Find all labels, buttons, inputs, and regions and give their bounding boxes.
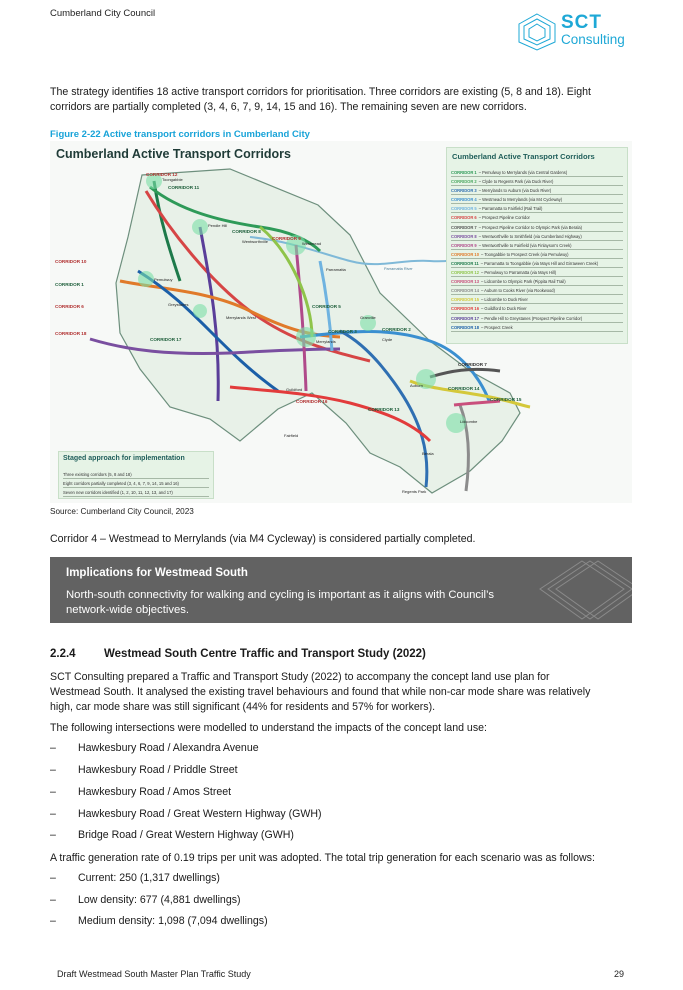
- staged-item: Three existing corridors (5, 8 and 18): [63, 470, 209, 479]
- legend-item-desc: – Pemulwuy to Parramatta (via Mays Hill): [480, 270, 557, 276]
- legend-item: [451, 304, 623, 313]
- legend-item: [451, 241, 623, 250]
- callout-line-2: network-wide objectives.: [66, 604, 190, 616]
- staged-approach-title: Staged approach for implementation: [63, 455, 185, 462]
- map-label-corridor-14: CORRIDOR 14: [448, 386, 480, 391]
- suburb-granville: Granville: [360, 315, 376, 320]
- section-number: 2.2.4: [50, 648, 76, 660]
- suburb-wentworthville: Wentworthville: [242, 239, 268, 244]
- implications-callout: [50, 557, 632, 623]
- map-label-corridor-10: CORRIDOR 10: [55, 259, 87, 264]
- legend-item: [451, 250, 623, 259]
- legend-item-name: CORRIDOR 6: [451, 215, 477, 221]
- map-label-corridor-2: CORRIDOR 2: [382, 327, 411, 332]
- legend-item-name: CORRIDOR 3: [451, 188, 477, 194]
- legend-item-name: CORRIDOR 18: [451, 324, 479, 330]
- legend-item: [451, 277, 623, 286]
- map-label-corridor-9: CORRIDOR 9: [272, 236, 301, 241]
- map-label-corridor-16: CORRIDOR 16: [296, 399, 328, 404]
- legend-item-name: CORRIDOR 5: [451, 206, 477, 212]
- legend-item: [451, 286, 623, 295]
- suburb-auburn: Auburn: [410, 383, 423, 388]
- map-label-corridor-13: CORRIDOR 13: [368, 407, 400, 412]
- legend-item-name: CORRIDOR 13: [451, 279, 479, 285]
- legend-item: [451, 186, 623, 195]
- suburb-merrylands: Merrylands: [316, 339, 336, 344]
- suburb-guildford: Guildford: [286, 387, 303, 392]
- body-p1-line-3: high, car mode share was still significant (44% for residents and 57% for workers).: [50, 701, 436, 713]
- body-p3: A traffic generation rate of 0.19 trips per unit was adopted. The total trip generation for each scenario was as follows:: [50, 852, 595, 864]
- suburb-pemulwuy: Pemulwuy: [154, 277, 173, 282]
- suburb-regents-park: Regents Park: [402, 489, 427, 494]
- staged-approach-box: [58, 451, 214, 499]
- legend-list: [451, 168, 623, 332]
- legend-item: [451, 314, 623, 323]
- legend-item-desc: – Parramatta to Fairfield (Rail Trail): [478, 206, 543, 212]
- map-label-corridor-3: CORRIDOR 3: [328, 329, 357, 334]
- body-p1-line-2: Westmead South. It analysed the existing travel behaviours and found that while non-car mode share was relatively: [50, 686, 591, 698]
- figure-source: Source: Cumberland City Council, 2023: [50, 507, 194, 516]
- suburb-merrylands-west: Merrylands West: [226, 315, 256, 320]
- legend-item: [451, 268, 623, 277]
- map-label-corridor-11: CORRIDOR 11: [168, 185, 200, 190]
- legend-item-desc: – Lidcombe to Olympic Park (Pippita Rail Trail): [480, 279, 566, 285]
- intro-line-2: corridors are partially completed (3, 4, 6, 7, 9, 14, 15 and 16). The remaining seven are new corridors.: [50, 101, 527, 113]
- section-title: Westmead South Centre Traffic and Transport Study (2022): [104, 648, 426, 660]
- suburb-toongabbie: Toongabbie: [162, 177, 183, 182]
- body-p2: The following intersections were modelled to understand the impacts of the concept land use:: [50, 722, 487, 734]
- legend-item-desc: – Westmead to Merrylands (via M4 Cycleway): [478, 197, 563, 203]
- intro-line-1: The strategy identifies 18 active transport corridors for prioritisation. Three corridors are existing (5, 8 and 18). Eight: [50, 86, 591, 98]
- suburb-lidcombe: Lidcombe: [460, 419, 478, 424]
- map-label-corridor-6: CORRIDOR 6: [55, 304, 84, 309]
- suburb-pendle-hill: Pendle Hill: [208, 223, 228, 228]
- legend-item-desc: – Parramatta to Toongabbie (via Mays Hill and Girraween Creek): [480, 260, 599, 266]
- legend-item-name: CORRIDOR 16: [451, 306, 479, 312]
- callout-body: [66, 588, 546, 618]
- parramatta-river-label: Parramatta River: [384, 267, 413, 271]
- legend-item-desc: – Wentworthville to Smithfield (via Cumberland Highway): [478, 233, 582, 239]
- staged-item: Seven new corridors identified (1, 2, 10, 11, 12, 13, and 17): [63, 488, 209, 497]
- legend-item-desc: – Clyde to Regents Park (via Duck River): [478, 179, 554, 185]
- legend-item: [451, 195, 623, 204]
- suburb-westmead: Westmead: [302, 241, 322, 246]
- legend-item-name: CORRIDOR 14: [451, 288, 479, 294]
- logo-mark-icon: [515, 12, 559, 52]
- legend-item: [451, 232, 623, 241]
- logo-text-consulting: Consulting: [561, 32, 625, 47]
- map-label-corridor-12: CORRIDOR 12: [146, 172, 178, 177]
- legend-item-name: CORRIDOR 1: [451, 170, 477, 175]
- legend-item-desc: – Prospect Creek: [480, 324, 513, 330]
- legend-item-name: CORRIDOR 2: [451, 179, 477, 185]
- legend-item-name: CORRIDOR 10: [451, 251, 479, 257]
- legend-item-desc: – Guildford to Duck River: [480, 306, 527, 312]
- suburb-greystanes: Greystanes: [168, 302, 189, 307]
- map-label-corridor-5: CORRIDOR 5: [312, 304, 341, 309]
- map-label-corridor-7: CORRIDOR 7: [458, 362, 487, 367]
- header-organisation: Cumberland City Council: [50, 8, 156, 19]
- legend-title: Cumberland Active Transport Corridors: [452, 152, 595, 161]
- legend-item: [451, 204, 623, 213]
- legend-item-desc: – Auburn to Cooks River (via Rookwood): [480, 288, 555, 294]
- map-label-corridor-18: CORRIDOR 18: [55, 331, 87, 336]
- map-label-corridor-15: CORRIDOR 15: [490, 397, 522, 402]
- legend-item-desc: – Prospect Pipeline Corridor to Olympic Park (via Berala): [478, 224, 582, 230]
- footer-document-title: Draft Westmead South Master Plan Traffic Study: [57, 969, 251, 979]
- legend-item-name: CORRIDOR 8: [451, 233, 477, 239]
- figure-caption: Figure 2-22 Active transport corridors in Cumberland City: [50, 129, 310, 140]
- sct-logo: [515, 12, 637, 52]
- footer-page-number: 29: [614, 969, 625, 979]
- legend-item-name: CORRIDOR 4: [451, 197, 477, 203]
- map-label-corridor-8: CORRIDOR 8: [232, 229, 261, 234]
- legend-item: [451, 259, 623, 268]
- logo-text-sct: SCT: [561, 12, 602, 33]
- legend-item: [451, 323, 623, 332]
- callout-title: Implications for Westmead South: [66, 567, 248, 579]
- legend-item: [451, 295, 623, 304]
- map-title: Cumberland Active Transport Corridors: [56, 147, 291, 161]
- map-label-corridor-1: CORRIDOR 1: [55, 282, 84, 287]
- legend-item-name: CORRIDOR 11: [451, 260, 479, 266]
- legend-item-desc: – Merrylands to Auburn (via Duck River): [478, 188, 552, 194]
- legend-item: [451, 213, 623, 222]
- suburb-fairfield: Fairfield: [284, 433, 299, 438]
- legend-item: [451, 177, 623, 186]
- corridor-4-note: Corridor 4 – Westmead to Merrylands (via M4 Cycleway) is considered partially completed.: [50, 533, 476, 545]
- corridors-map-figure: [50, 141, 632, 503]
- callout-line-1: North-south connectivity for walking and cycling is important as it aligns with Council’s: [66, 589, 495, 601]
- legend-item-name: CORRIDOR 17: [451, 315, 479, 321]
- legend-item-name: CORRIDOR 7: [451, 224, 477, 230]
- legend-item: [451, 168, 623, 177]
- legend-item-name: CORRIDOR 9: [451, 242, 477, 248]
- legend-item: [451, 223, 623, 232]
- legend-item-desc: – Pendle Hill to Greystanes (Prospect Pipeline Corridor): [480, 315, 583, 321]
- legend-item-name: CORRIDOR 12: [451, 270, 479, 276]
- legend-item-desc: – Lidcombe to Duck River: [480, 297, 528, 303]
- legend-item-desc: – Toongabbie to Prospect Creek (via Pemulwuy): [480, 251, 569, 257]
- legend-item-desc: – Wentworthville to Fairfield (via Finlayson's Creek): [478, 242, 572, 248]
- legend-item-name: CORRIDOR 15: [451, 297, 479, 303]
- legend-item-desc: – Pemulwuy to Merrylands (via Central Gardens): [478, 170, 568, 175]
- legend-item-desc: – Prospect Pipeline Corridor: [478, 215, 530, 221]
- suburb-berala: Berala: [422, 451, 434, 456]
- suburb-clyde: Clyde: [382, 337, 393, 342]
- staged-item: Eight corridors partially completed (3, 4, 6, 7, 9, 14, 15 and 16): [63, 479, 209, 488]
- suburb-parramatta: Parramatta: [326, 267, 346, 272]
- map-label-corridor-17: CORRIDOR 17: [150, 337, 182, 342]
- staged-approach-list: [63, 470, 209, 497]
- map-legend: [446, 147, 628, 344]
- body-p1-line-1: SCT Consulting prepared a Traffic and Transport Study (2022) to accompany the concept land use plan for: [50, 671, 550, 683]
